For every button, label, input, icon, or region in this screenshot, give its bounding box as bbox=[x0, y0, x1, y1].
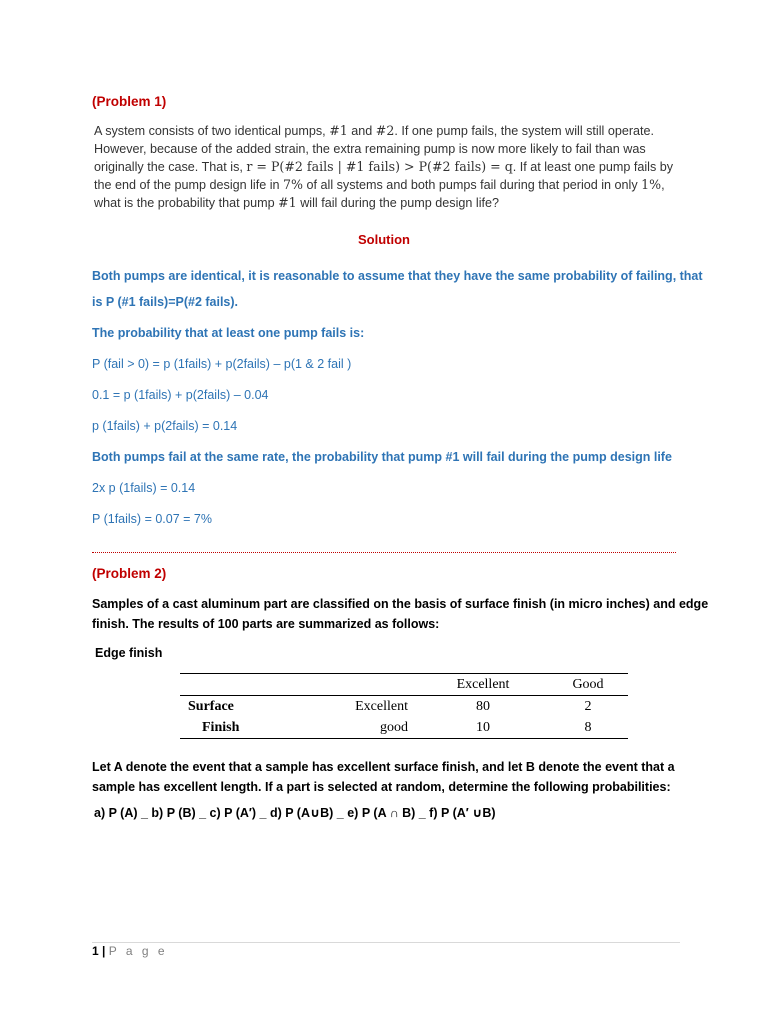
row-sublabel: good bbox=[380, 719, 408, 735]
solution-line bbox=[92, 289, 238, 315]
statement-text: . If at least one pump fails by the end of the pump design life in bbox=[94, 160, 674, 192]
solution-title: Solution bbox=[358, 232, 410, 247]
row-label: Finish bbox=[202, 719, 240, 735]
footer-separator: | bbox=[102, 944, 106, 958]
solution-equation: P (fail > 0) = p (1fails) + p(2fails) – p(1 & 2 fail ) bbox=[92, 357, 352, 371]
statement-text: will fail during the pump design life? bbox=[296, 196, 500, 210]
problem2-question-line: Let A denote the event that a sample has excellent surface finish, and let B denote the event that a bbox=[92, 760, 675, 774]
statement-text: and bbox=[347, 124, 376, 138]
solution-result: P (1fails) = 0.07 = 7% bbox=[92, 512, 212, 526]
problem2-parts: a) P (A) _ b) P (B) _ c) P (A′) _ d) P (A∪B) _ e) P (A ∩ B) _ f) P (A′ ∪B) bbox=[94, 806, 496, 820]
section-divider bbox=[92, 540, 676, 553]
problem1-statement bbox=[94, 122, 694, 212]
solution-line: Both pumps fail at the same rate, the probability that pump #1 will fail during the pump design life bbox=[92, 450, 672, 464]
solution-line: The probability that at least one pump fails is: bbox=[92, 326, 365, 340]
problem2-question-line: sample has excellent length. If a part is selected at random, determine the following probabilities: bbox=[92, 780, 671, 794]
table-row bbox=[180, 717, 628, 739]
problem2-question bbox=[92, 757, 675, 797]
problem2-intro-line: Samples of a cast aluminum part are classified on the basis of surface finish (in micro inches) and edge bbox=[92, 597, 709, 611]
solution-equation: 0.1 = p (1fails) + p(2fails) – 0.04 bbox=[92, 388, 269, 402]
statement-math: #1 bbox=[278, 195, 297, 210]
problem2-title: (Problem 2) bbox=[92, 566, 167, 581]
statement-math: #2 bbox=[375, 123, 395, 138]
solution-line: Both pumps are identical, it is reasonable to assume that they have the same probability of failing, that bbox=[92, 269, 703, 283]
statement-text: A system consists of two identical pumps, bbox=[94, 124, 330, 138]
column-header: Excellent bbox=[418, 674, 548, 696]
statement-text: . If one pump fails, the system will still operate. However, because of the added strain, the extra remaining pump is now more likely to fail than was originally the case. That is, bbox=[94, 124, 655, 174]
page-label: P a g e bbox=[108, 944, 168, 958]
statement-text: of all systems and both pumps fail during that period in only bbox=[303, 178, 642, 192]
statement-text: , what is the probability that pump bbox=[94, 178, 665, 210]
row-sublabel: Excellent bbox=[355, 698, 408, 714]
statement-math: 7% bbox=[283, 177, 304, 192]
table-corner bbox=[180, 674, 312, 696]
problem2-intro bbox=[92, 594, 708, 634]
table-header-row bbox=[180, 674, 628, 696]
footer-rule bbox=[92, 942, 680, 943]
table-cell: 8 bbox=[584, 719, 592, 735]
table-cell: 2 bbox=[584, 698, 592, 714]
finish-table bbox=[180, 673, 628, 739]
solution-equation: 2x p (1fails) = 0.14 bbox=[92, 481, 196, 495]
solution-equation: p (1fails) + p(2fails) = 0.14 bbox=[92, 419, 238, 433]
table-corner bbox=[312, 674, 418, 696]
row-label: Surface bbox=[188, 698, 234, 714]
table-cell: 80 bbox=[476, 698, 490, 714]
page-number: 1 bbox=[92, 944, 99, 958]
table-caption: Edge finish bbox=[95, 646, 163, 660]
statement-math: r = P(#2 fails | #1 fails) > P(#2 fails) = q bbox=[246, 159, 513, 174]
statement-math: 1% bbox=[641, 177, 662, 192]
page-footer bbox=[92, 944, 168, 958]
column-header: Good bbox=[548, 674, 628, 696]
problem1-title: (Problem 1) bbox=[92, 94, 167, 109]
statement-math: #1 bbox=[329, 123, 348, 138]
problem2-intro-line: finish. The results of 100 parts are summarized as follows: bbox=[92, 617, 440, 631]
solution-line-text: is P (#1 fails)=P(#2 fails). bbox=[92, 295, 239, 309]
table-cell: 10 bbox=[476, 719, 490, 735]
table-row bbox=[180, 696, 628, 718]
